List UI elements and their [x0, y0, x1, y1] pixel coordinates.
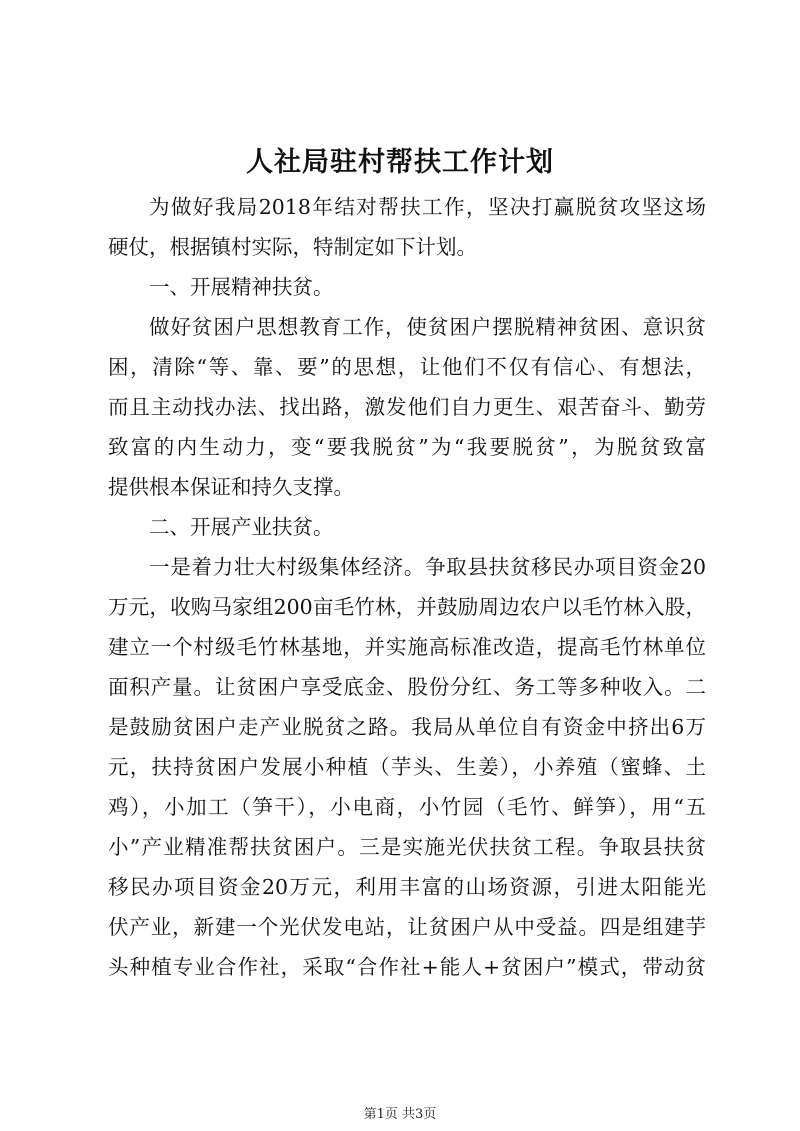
text-line: 小”产业精准帮扶贫困户。三是实施光伏扶贫工程。争取县扶贫 [108, 835, 706, 859]
text-line: 致富的内生动力，变“要我脱贫”为“我要脱贫”，为脱贫致富 [108, 435, 706, 459]
text-line: 做好贫困户思想教育工作，使贫困户摆脱精神贫困、意识贫 [149, 315, 706, 339]
text-line: 是鼓励贫困户走产业脱贫之路。我局从单位自有资金中挤出6万 [108, 715, 706, 739]
text-line: 伏产业，新建一个光伏发电站，让贫困户从中受益。四是组建芋 [108, 915, 706, 939]
text-line: 建立一个村级毛竹林基地，并实施高标准改造，提高毛竹林单位 [108, 635, 706, 659]
text-line: 一、开展精神扶贫。 [149, 275, 334, 299]
text-line: 万元，收购马家组200亩毛竹林，并鼓励周边农户以毛竹林入股， [108, 595, 706, 619]
text-line: 移民办项目资金20万元，利用丰富的山场资源，引进太阳能光 [108, 875, 706, 899]
text-line: 一是着力壮大村级集体经济。争取县扶贫移民办项目资金20 [149, 555, 706, 579]
document-title: 人社局驻村帮扶工作计划 [246, 147, 554, 178]
text-line: 元，扶持贫困户发展小种植（芋头、生姜），小养殖（蜜蜂、土 [108, 755, 706, 779]
text-line: 头种植专业合作社，采取“合作社+能人+贫困户”模式，带动贫 [108, 955, 706, 979]
document-body [108, 187, 706, 987]
text-line: 鸡），小加工（笋干），小电商，小竹园（毛竹、鲜笋），用“五 [108, 795, 706, 819]
text-line: 为做好我局2018年结对帮扶工作，坚决打赢脱贫攻坚这场 [149, 195, 706, 219]
text-line: 提供根本保证和持久支撑。 [108, 475, 354, 499]
text-line: 困，清除“等、靠、要”的思想，让他们不仅有信心、有想法， [108, 355, 706, 379]
text-line: 硬仗，根据镇村实际，特制定如下计划。 [108, 235, 477, 259]
text-line: 二、开展产业扶贫。 [149, 515, 334, 539]
text-line: 而且主动找办法、找出路，激发他们自力更生、艰苦奋斗、勤劳 [108, 395, 706, 419]
text-line: 面积产量。让贫困户享受底金、股份分红、务工等多种收入。二 [108, 675, 706, 699]
page-footer: 第1页 共3页 [363, 1107, 437, 1122]
